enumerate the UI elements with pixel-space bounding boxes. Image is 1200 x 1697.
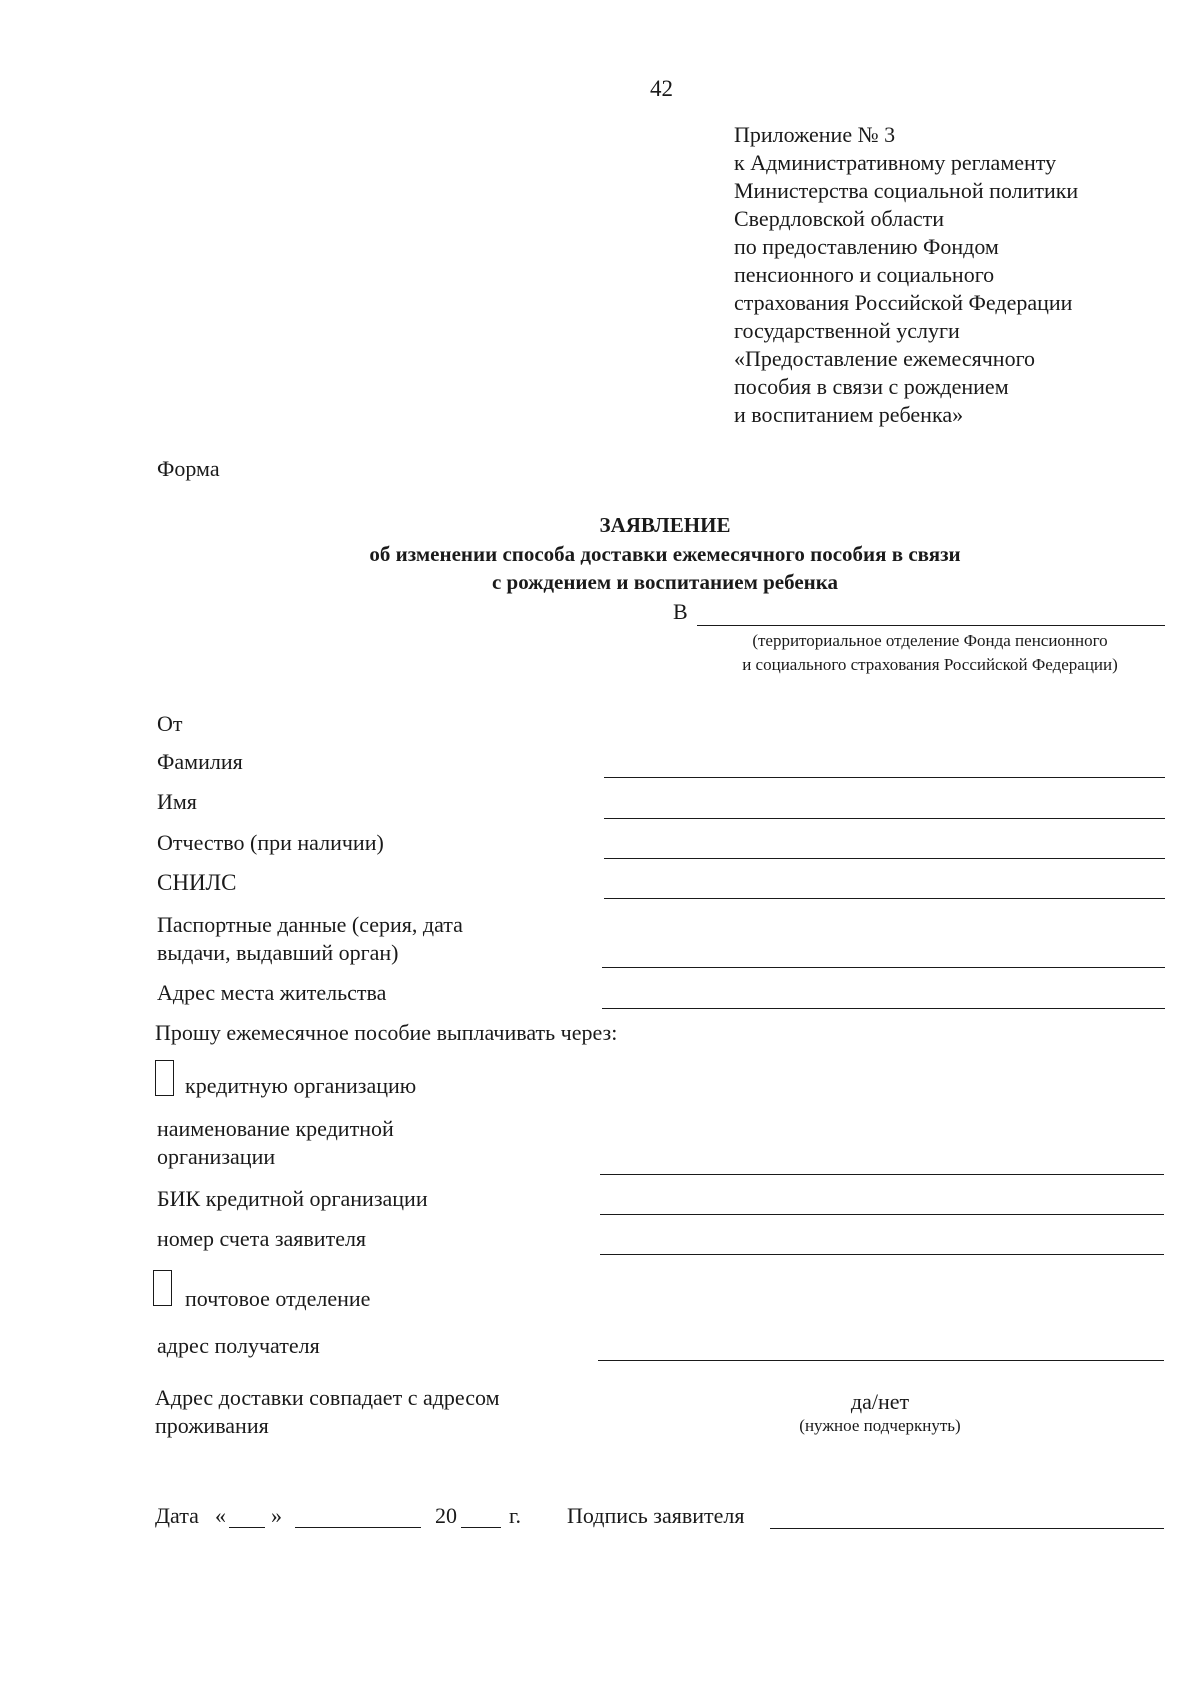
appendix-line: к Административному регламенту	[734, 150, 1057, 175]
date-year-field[interactable]	[461, 1527, 501, 1528]
address-field[interactable]	[602, 1008, 1165, 1009]
account-label: номер счета заявителя	[157, 1226, 367, 1251]
patronymic-field[interactable]	[604, 858, 1165, 859]
appendix-line: пособия в связи с рождением	[734, 374, 1009, 399]
delivery-match-note: (нужное подчеркнуть)	[799, 1416, 961, 1435]
snils-field[interactable]	[604, 898, 1165, 899]
post-office-checkbox[interactable]	[153, 1270, 172, 1306]
delivery-match-answer[interactable]: да/нет	[850, 1389, 910, 1414]
date-day-field[interactable]	[229, 1527, 265, 1528]
from-label: От	[157, 711, 183, 736]
appendix-line: Свердловской области	[734, 206, 944, 231]
payment-prompt: Прошу ежемесячное пособие выплачивать через:	[155, 1020, 618, 1045]
bank-name-label-line1: наименование кредитной	[157, 1116, 394, 1141]
delivery-match-label-line2: проживания	[155, 1413, 269, 1438]
document-title: ЗАЯВЛЕНИЕ	[599, 513, 731, 537]
appendix-line: «Предоставление ежемесячного	[734, 346, 1036, 371]
recipient-caption-line2: и социального страхования Российской Федерации)	[742, 655, 1118, 674]
appendix-line: пенсионного и социального	[734, 262, 995, 287]
appendix-line: Приложение № 3	[734, 122, 896, 147]
name-field[interactable]	[604, 818, 1165, 819]
recipient-prefix: В	[673, 599, 688, 624]
date-label: Дата	[155, 1503, 199, 1528]
patronymic-label: Отчество (при наличии)	[157, 830, 384, 855]
form-label: Форма	[157, 456, 220, 481]
passport-field[interactable]	[602, 967, 1165, 968]
surname-field[interactable]	[604, 777, 1165, 778]
document-subtitle-line2: с рождением и воспитанием ребенка	[491, 570, 839, 594]
snils-label: СНИЛС	[157, 870, 237, 895]
passport-label-line1: Паспортные данные (серия, дата	[157, 912, 463, 937]
date-quote-open: «	[215, 1503, 226, 1528]
bik-field[interactable]	[600, 1214, 1164, 1215]
appendix-line: по предоставлению Фондом	[734, 234, 999, 259]
date-year-prefix: 20	[435, 1503, 457, 1528]
name-label: Имя	[157, 789, 197, 814]
recipient-address-label: адрес получателя	[157, 1333, 320, 1358]
appendix-line: государственной услуги	[734, 318, 960, 343]
bank-name-field[interactable]	[600, 1174, 1164, 1175]
post-office-option-label: почтовое отделение	[185, 1286, 371, 1311]
recipient-caption-line1: (территориальное отделение Фонда пенсионного	[752, 631, 1108, 650]
document-subtitle-line1: об изменении способа доставки ежемесячного пособия в связи	[369, 542, 961, 566]
page-number: 42	[650, 76, 673, 101]
credit-org-checkbox[interactable]	[155, 1060, 174, 1096]
signature-label: Подпись заявителя	[567, 1503, 745, 1528]
date-month-field[interactable]	[295, 1527, 421, 1528]
date-quote-close: »	[271, 1503, 282, 1528]
bank-name-label-line2: организации	[157, 1144, 276, 1169]
passport-label-line2: выдачи, выдавший орган)	[157, 940, 399, 965]
bik-label: БИК кредитной организации	[157, 1186, 428, 1211]
surname-label: Фамилия	[157, 749, 243, 774]
account-field[interactable]	[600, 1254, 1164, 1255]
signature-field[interactable]	[770, 1528, 1164, 1529]
appendix-line: страхования Российской Федерации	[734, 290, 1073, 315]
appendix-block	[734, 121, 1078, 429]
address-label: Адрес места жительства	[157, 980, 387, 1005]
recipient-field[interactable]	[697, 625, 1165, 626]
appendix-line: Министерства социальной политики	[734, 178, 1079, 203]
appendix-line: и воспитанием ребенка»	[734, 402, 964, 427]
delivery-match-label-line1: Адрес доставки совпадает с адресом	[155, 1385, 500, 1410]
credit-org-option-label: кредитную организацию	[185, 1073, 417, 1098]
date-year-suffix: г.	[509, 1503, 522, 1528]
recipient-address-field[interactable]	[598, 1360, 1164, 1361]
